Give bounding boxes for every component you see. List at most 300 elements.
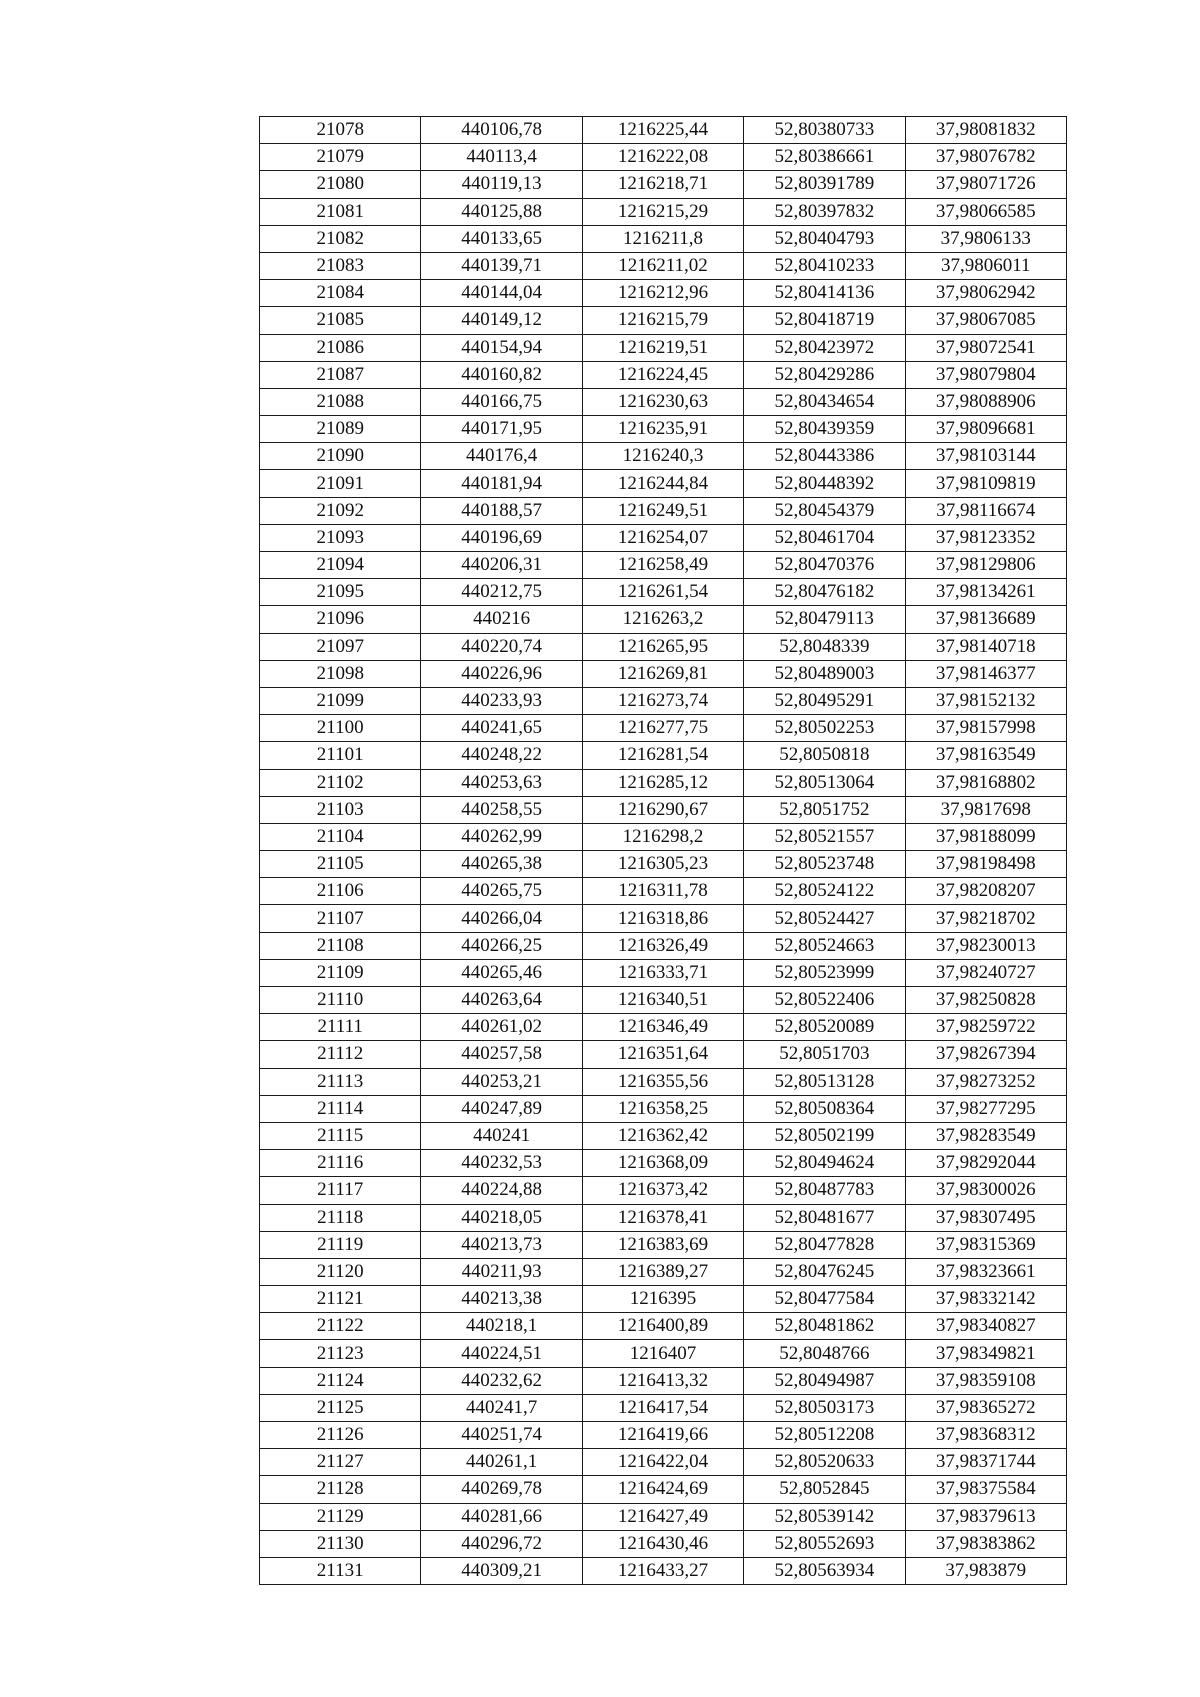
- x-coordinate-cell: 440265,46: [421, 959, 582, 986]
- point-number-cell: 21079: [260, 144, 421, 171]
- point-number-cell: 21092: [260, 497, 421, 524]
- point-number-cell: 21111: [260, 1014, 421, 1041]
- x-coordinate-cell: 440281,66: [421, 1503, 582, 1530]
- longitude-cell: 37,98240727: [905, 959, 1066, 986]
- y-coordinate-cell: 1216368,09: [582, 1150, 743, 1177]
- longitude-cell: 37,98072541: [905, 334, 1066, 361]
- y-coordinate-cell: 1216383,69: [582, 1231, 743, 1258]
- latitude-cell: 52,80502253: [744, 715, 905, 742]
- longitude-cell: 37,98134261: [905, 579, 1066, 606]
- table-row: [260, 742, 1067, 769]
- x-coordinate-cell: 440224,51: [421, 1340, 582, 1367]
- latitude-cell: 52,80481677: [744, 1204, 905, 1231]
- table-row: [260, 932, 1067, 959]
- point-number-cell: 21121: [260, 1286, 421, 1313]
- longitude-cell: 37,98081832: [905, 117, 1066, 144]
- x-coordinate-cell: 440261,02: [421, 1014, 582, 1041]
- x-coordinate-cell: 440211,93: [421, 1258, 582, 1285]
- latitude-cell: 52,80448392: [744, 470, 905, 497]
- y-coordinate-cell: 1216249,51: [582, 497, 743, 524]
- longitude-cell: 37,98323661: [905, 1258, 1066, 1285]
- longitude-cell: 37,98168802: [905, 769, 1066, 796]
- latitude-cell: 52,8051752: [744, 796, 905, 823]
- point-number-cell: 21109: [260, 959, 421, 986]
- y-coordinate-cell: 1216389,27: [582, 1258, 743, 1285]
- table-row: [260, 796, 1067, 823]
- longitude-cell: 37,98071726: [905, 171, 1066, 198]
- longitude-cell: 37,98315369: [905, 1231, 1066, 1258]
- x-coordinate-cell: 440296,72: [421, 1530, 582, 1557]
- table-row: [260, 1394, 1067, 1421]
- table-row: [260, 1313, 1067, 1340]
- y-coordinate-cell: 1216400,89: [582, 1313, 743, 1340]
- point-number-cell: 21098: [260, 660, 421, 687]
- y-coordinate-cell: 1216258,49: [582, 552, 743, 579]
- latitude-cell: 52,80494624: [744, 1150, 905, 1177]
- y-coordinate-cell: 1216290,67: [582, 796, 743, 823]
- latitude-cell: 52,80476245: [744, 1258, 905, 1285]
- table-row: [260, 851, 1067, 878]
- longitude-cell: 37,983879: [905, 1557, 1066, 1584]
- point-number-cell: 21118: [260, 1204, 421, 1231]
- latitude-cell: 52,80380733: [744, 117, 905, 144]
- y-coordinate-cell: 1216413,32: [582, 1367, 743, 1394]
- y-coordinate-cell: 1216427,49: [582, 1503, 743, 1530]
- longitude-cell: 37,98116674: [905, 497, 1066, 524]
- latitude-cell: 52,80523999: [744, 959, 905, 986]
- y-coordinate-cell: 1216362,42: [582, 1122, 743, 1149]
- table-row: [260, 1340, 1067, 1367]
- point-number-cell: 21100: [260, 715, 421, 742]
- point-number-cell: 21114: [260, 1095, 421, 1122]
- x-coordinate-cell: 440262,99: [421, 823, 582, 850]
- longitude-cell: 37,98198498: [905, 851, 1066, 878]
- table-row: [260, 225, 1067, 252]
- table-row: [260, 1231, 1067, 1258]
- point-number-cell: 21086: [260, 334, 421, 361]
- longitude-cell: 37,98273252: [905, 1068, 1066, 1095]
- latitude-cell: 52,8050818: [744, 742, 905, 769]
- longitude-cell: 37,98383862: [905, 1530, 1066, 1557]
- longitude-cell: 37,98365272: [905, 1394, 1066, 1421]
- y-coordinate-cell: 1216417,54: [582, 1394, 743, 1421]
- table-row: [260, 687, 1067, 714]
- x-coordinate-cell: 440125,88: [421, 198, 582, 225]
- longitude-cell: 37,98066585: [905, 198, 1066, 225]
- x-coordinate-cell: 440224,88: [421, 1177, 582, 1204]
- x-coordinate-cell: 440139,71: [421, 252, 582, 279]
- y-coordinate-cell: 1216346,49: [582, 1014, 743, 1041]
- x-coordinate-cell: 440232,62: [421, 1367, 582, 1394]
- longitude-cell: 37,98157998: [905, 715, 1066, 742]
- table-row: [260, 878, 1067, 905]
- x-coordinate-cell: 440160,82: [421, 361, 582, 388]
- x-coordinate-cell: 440265,38: [421, 851, 582, 878]
- x-coordinate-cell: 440149,12: [421, 307, 582, 334]
- table-row: [260, 252, 1067, 279]
- x-coordinate-cell: 440188,57: [421, 497, 582, 524]
- point-number-cell: 21105: [260, 851, 421, 878]
- x-coordinate-cell: 440266,25: [421, 932, 582, 959]
- x-coordinate-cell: 440253,63: [421, 769, 582, 796]
- x-coordinate-cell: 440226,96: [421, 660, 582, 687]
- longitude-cell: 37,9817698: [905, 796, 1066, 823]
- y-coordinate-cell: 1216378,41: [582, 1204, 743, 1231]
- point-number-cell: 21094: [260, 552, 421, 579]
- longitude-cell: 37,98332142: [905, 1286, 1066, 1313]
- latitude-cell: 52,8048339: [744, 633, 905, 660]
- y-coordinate-cell: 1216424,69: [582, 1476, 743, 1503]
- longitude-cell: 37,98152132: [905, 687, 1066, 714]
- x-coordinate-cell: 440218,1: [421, 1313, 582, 1340]
- longitude-cell: 37,98067085: [905, 307, 1066, 334]
- latitude-cell: 52,80470376: [744, 552, 905, 579]
- table-row: [260, 633, 1067, 660]
- point-number-cell: 21089: [260, 416, 421, 443]
- point-number-cell: 21084: [260, 280, 421, 307]
- x-coordinate-cell: 440218,05: [421, 1204, 582, 1231]
- latitude-cell: 52,80524427: [744, 905, 905, 932]
- longitude-cell: 37,98267394: [905, 1041, 1066, 1068]
- y-coordinate-cell: 1216240,3: [582, 443, 743, 470]
- x-coordinate-cell: 440106,78: [421, 117, 582, 144]
- point-number-cell: 21129: [260, 1503, 421, 1530]
- y-coordinate-cell: 1216430,46: [582, 1530, 743, 1557]
- longitude-cell: 37,98250828: [905, 987, 1066, 1014]
- point-number-cell: 21123: [260, 1340, 421, 1367]
- longitude-cell: 37,98076782: [905, 144, 1066, 171]
- y-coordinate-cell: 1216373,42: [582, 1177, 743, 1204]
- y-coordinate-cell: 1216261,54: [582, 579, 743, 606]
- longitude-cell: 37,98129806: [905, 552, 1066, 579]
- longitude-cell: 37,98283549: [905, 1122, 1066, 1149]
- x-coordinate-cell: 440265,75: [421, 878, 582, 905]
- x-coordinate-cell: 440269,78: [421, 1476, 582, 1503]
- y-coordinate-cell: 1216277,75: [582, 715, 743, 742]
- point-number-cell: 21096: [260, 606, 421, 633]
- point-number-cell: 21108: [260, 932, 421, 959]
- table-row: [260, 552, 1067, 579]
- y-coordinate-cell: 1216355,56: [582, 1068, 743, 1095]
- table-row: [260, 660, 1067, 687]
- x-coordinate-cell: 440133,65: [421, 225, 582, 252]
- table-row: [260, 1041, 1067, 1068]
- latitude-cell: 52,80391789: [744, 171, 905, 198]
- x-coordinate-cell: 440257,58: [421, 1041, 582, 1068]
- longitude-cell: 37,98136689: [905, 606, 1066, 633]
- y-coordinate-cell: 1216298,2: [582, 823, 743, 850]
- y-coordinate-cell: 1216235,91: [582, 416, 743, 443]
- x-coordinate-cell: 440212,75: [421, 579, 582, 606]
- longitude-cell: 37,98307495: [905, 1204, 1066, 1231]
- table-row: [260, 1476, 1067, 1503]
- point-number-cell: 21078: [260, 117, 421, 144]
- latitude-cell: 52,80512208: [744, 1422, 905, 1449]
- longitude-cell: 37,98359108: [905, 1367, 1066, 1394]
- y-coordinate-cell: 1216318,86: [582, 905, 743, 932]
- point-number-cell: 21126: [260, 1422, 421, 1449]
- longitude-cell: 37,98379613: [905, 1503, 1066, 1530]
- table-row: [260, 1557, 1067, 1584]
- y-coordinate-cell: 1216395: [582, 1286, 743, 1313]
- table-row: [260, 198, 1067, 225]
- latitude-cell: 52,80494987: [744, 1367, 905, 1394]
- latitude-cell: 52,80434654: [744, 388, 905, 415]
- point-number-cell: 21082: [260, 225, 421, 252]
- point-number-cell: 21127: [260, 1449, 421, 1476]
- latitude-cell: 52,80477828: [744, 1231, 905, 1258]
- table-row: [260, 1286, 1067, 1313]
- table-row: [260, 1014, 1067, 1041]
- y-coordinate-cell: 1216263,2: [582, 606, 743, 633]
- longitude-cell: 37,9806011: [905, 252, 1066, 279]
- table-row: [260, 1177, 1067, 1204]
- latitude-cell: 52,80523748: [744, 851, 905, 878]
- point-number-cell: 21124: [260, 1367, 421, 1394]
- y-coordinate-cell: 1216212,96: [582, 280, 743, 307]
- table-row: [260, 715, 1067, 742]
- latitude-cell: 52,80495291: [744, 687, 905, 714]
- latitude-cell: 52,80503173: [744, 1394, 905, 1421]
- point-number-cell: 21125: [260, 1394, 421, 1421]
- y-coordinate-cell: 1216225,44: [582, 117, 743, 144]
- point-number-cell: 21091: [260, 470, 421, 497]
- point-number-cell: 21080: [260, 171, 421, 198]
- table-row: [260, 1258, 1067, 1285]
- point-number-cell: 21087: [260, 361, 421, 388]
- y-coordinate-cell: 1216422,04: [582, 1449, 743, 1476]
- point-number-cell: 21090: [260, 443, 421, 470]
- table-row: [260, 361, 1067, 388]
- x-coordinate-cell: 440144,04: [421, 280, 582, 307]
- table-row: [260, 987, 1067, 1014]
- latitude-cell: 52,80479113: [744, 606, 905, 633]
- y-coordinate-cell: 1216305,23: [582, 851, 743, 878]
- table-row: [260, 497, 1067, 524]
- longitude-cell: 37,98123352: [905, 524, 1066, 551]
- x-coordinate-cell: 440113,4: [421, 144, 582, 171]
- point-number-cell: 21131: [260, 1557, 421, 1584]
- latitude-cell: 52,80476182: [744, 579, 905, 606]
- point-number-cell: 21110: [260, 987, 421, 1014]
- longitude-cell: 37,98088906: [905, 388, 1066, 415]
- y-coordinate-cell: 1216219,51: [582, 334, 743, 361]
- longitude-cell: 37,98218702: [905, 905, 1066, 932]
- point-number-cell: 21083: [260, 252, 421, 279]
- latitude-cell: 52,80508364: [744, 1095, 905, 1122]
- point-number-cell: 21122: [260, 1313, 421, 1340]
- table-row: [260, 307, 1067, 334]
- y-coordinate-cell: 1216215,79: [582, 307, 743, 334]
- x-coordinate-cell: 440220,74: [421, 633, 582, 660]
- x-coordinate-cell: 440181,94: [421, 470, 582, 497]
- table-row: [260, 959, 1067, 986]
- longitude-cell: 37,98096681: [905, 416, 1066, 443]
- latitude-cell: 52,80404793: [744, 225, 905, 252]
- latitude-cell: 52,80521557: [744, 823, 905, 850]
- latitude-cell: 52,80489003: [744, 660, 905, 687]
- table-row: [260, 443, 1067, 470]
- table-row: [260, 1204, 1067, 1231]
- point-number-cell: 21093: [260, 524, 421, 551]
- longitude-cell: 37,98277295: [905, 1095, 1066, 1122]
- longitude-cell: 37,98140718: [905, 633, 1066, 660]
- latitude-cell: 52,80386661: [744, 144, 905, 171]
- longitude-cell: 37,98259722: [905, 1014, 1066, 1041]
- point-number-cell: 21116: [260, 1150, 421, 1177]
- latitude-cell: 52,80443386: [744, 443, 905, 470]
- y-coordinate-cell: 1216326,49: [582, 932, 743, 959]
- latitude-cell: 52,80410233: [744, 252, 905, 279]
- latitude-cell: 52,80520633: [744, 1449, 905, 1476]
- y-coordinate-cell: 1216340,51: [582, 987, 743, 1014]
- latitude-cell: 52,80552693: [744, 1530, 905, 1557]
- table-row: [260, 1367, 1067, 1394]
- y-coordinate-cell: 1216244,84: [582, 470, 743, 497]
- y-coordinate-cell: 1216218,71: [582, 171, 743, 198]
- x-coordinate-cell: 440247,89: [421, 1095, 582, 1122]
- table-row: [260, 388, 1067, 415]
- y-coordinate-cell: 1216333,71: [582, 959, 743, 986]
- table-row: [260, 470, 1067, 497]
- x-coordinate-cell: 440241,65: [421, 715, 582, 742]
- x-coordinate-cell: 440258,55: [421, 796, 582, 823]
- latitude-cell: 52,80481862: [744, 1313, 905, 1340]
- latitude-cell: 52,8051703: [744, 1041, 905, 1068]
- latitude-cell: 52,80539142: [744, 1503, 905, 1530]
- point-number-cell: 21101: [260, 742, 421, 769]
- x-coordinate-cell: 440241,7: [421, 1394, 582, 1421]
- longitude-cell: 37,98300026: [905, 1177, 1066, 1204]
- table-row: [260, 524, 1067, 551]
- x-coordinate-cell: 440213,73: [421, 1231, 582, 1258]
- latitude-cell: 52,80418719: [744, 307, 905, 334]
- latitude-cell: 52,80414136: [744, 280, 905, 307]
- table-row: [260, 1530, 1067, 1557]
- point-number-cell: 21104: [260, 823, 421, 850]
- point-number-cell: 21128: [260, 1476, 421, 1503]
- x-coordinate-cell: 440266,04: [421, 905, 582, 932]
- y-coordinate-cell: 1216211,8: [582, 225, 743, 252]
- y-coordinate-cell: 1216230,63: [582, 388, 743, 415]
- longitude-cell: 37,98368312: [905, 1422, 1066, 1449]
- x-coordinate-cell: 440166,75: [421, 388, 582, 415]
- point-number-cell: 21081: [260, 198, 421, 225]
- latitude-cell: 52,8052845: [744, 1476, 905, 1503]
- table-row: [260, 769, 1067, 796]
- y-coordinate-cell: 1216224,45: [582, 361, 743, 388]
- table-row: [260, 416, 1067, 443]
- point-number-cell: 21113: [260, 1068, 421, 1095]
- y-coordinate-cell: 1216407: [582, 1340, 743, 1367]
- longitude-cell: 37,98349821: [905, 1340, 1066, 1367]
- latitude-cell: 52,80513128: [744, 1068, 905, 1095]
- y-coordinate-cell: 1216265,95: [582, 633, 743, 660]
- table-row: [260, 171, 1067, 198]
- point-number-cell: 21119: [260, 1231, 421, 1258]
- x-coordinate-cell: 440176,4: [421, 443, 582, 470]
- y-coordinate-cell: 1216285,12: [582, 769, 743, 796]
- point-number-cell: 21106: [260, 878, 421, 905]
- x-coordinate-cell: 440206,31: [421, 552, 582, 579]
- longitude-cell: 37,98163549: [905, 742, 1066, 769]
- latitude-cell: 52,80454379: [744, 497, 905, 524]
- longitude-cell: 37,98375584: [905, 1476, 1066, 1503]
- coordinates-table: [259, 116, 1067, 1585]
- latitude-cell: 52,80477584: [744, 1286, 905, 1313]
- longitude-cell: 37,98188099: [905, 823, 1066, 850]
- longitude-cell: 37,98371744: [905, 1449, 1066, 1476]
- longitude-cell: 37,98079804: [905, 361, 1066, 388]
- latitude-cell: 52,80423972: [744, 334, 905, 361]
- latitude-cell: 52,80563934: [744, 1557, 905, 1584]
- y-coordinate-cell: 1216281,54: [582, 742, 743, 769]
- y-coordinate-cell: 1216211,02: [582, 252, 743, 279]
- y-coordinate-cell: 1216269,81: [582, 660, 743, 687]
- point-number-cell: 21103: [260, 796, 421, 823]
- longitude-cell: 37,9806133: [905, 225, 1066, 252]
- table-row: [260, 1449, 1067, 1476]
- x-coordinate-cell: 440248,22: [421, 742, 582, 769]
- x-coordinate-cell: 440119,13: [421, 171, 582, 198]
- table-row: [260, 579, 1067, 606]
- table-row: [260, 1068, 1067, 1095]
- table-row: [260, 334, 1067, 361]
- y-coordinate-cell: 1216254,07: [582, 524, 743, 551]
- latitude-cell: 52,80520089: [744, 1014, 905, 1041]
- longitude-cell: 37,98062942: [905, 280, 1066, 307]
- y-coordinate-cell: 1216222,08: [582, 144, 743, 171]
- table-row: [260, 1150, 1067, 1177]
- latitude-cell: 52,8048766: [744, 1340, 905, 1367]
- latitude-cell: 52,80487783: [744, 1177, 905, 1204]
- x-coordinate-cell: 440263,64: [421, 987, 582, 1014]
- x-coordinate-cell: 440213,38: [421, 1286, 582, 1313]
- longitude-cell: 37,98109819: [905, 470, 1066, 497]
- longitude-cell: 37,98146377: [905, 660, 1066, 687]
- x-coordinate-cell: 440196,69: [421, 524, 582, 551]
- point-number-cell: 21085: [260, 307, 421, 334]
- x-coordinate-cell: 440232,53: [421, 1150, 582, 1177]
- table-row: [260, 280, 1067, 307]
- x-coordinate-cell: 440171,95: [421, 416, 582, 443]
- latitude-cell: 52,80524663: [744, 932, 905, 959]
- latitude-cell: 52,80502199: [744, 1122, 905, 1149]
- longitude-cell: 37,98103144: [905, 443, 1066, 470]
- table-row: [260, 606, 1067, 633]
- point-number-cell: 21107: [260, 905, 421, 932]
- y-coordinate-cell: 1216273,74: [582, 687, 743, 714]
- point-number-cell: 21099: [260, 687, 421, 714]
- x-coordinate-cell: 440154,94: [421, 334, 582, 361]
- latitude-cell: 52,80397832: [744, 198, 905, 225]
- y-coordinate-cell: 1216351,64: [582, 1041, 743, 1068]
- longitude-cell: 37,98208207: [905, 878, 1066, 905]
- table-row: [260, 117, 1067, 144]
- table-row: [260, 905, 1067, 932]
- longitude-cell: 37,98230013: [905, 932, 1066, 959]
- point-number-cell: 21097: [260, 633, 421, 660]
- latitude-cell: 52,80522406: [744, 987, 905, 1014]
- point-number-cell: 21120: [260, 1258, 421, 1285]
- x-coordinate-cell: 440261,1: [421, 1449, 582, 1476]
- table-row: [260, 1095, 1067, 1122]
- y-coordinate-cell: 1216358,25: [582, 1095, 743, 1122]
- table-row: [260, 1122, 1067, 1149]
- point-number-cell: 21115: [260, 1122, 421, 1149]
- point-number-cell: 21117: [260, 1177, 421, 1204]
- longitude-cell: 37,98340827: [905, 1313, 1066, 1340]
